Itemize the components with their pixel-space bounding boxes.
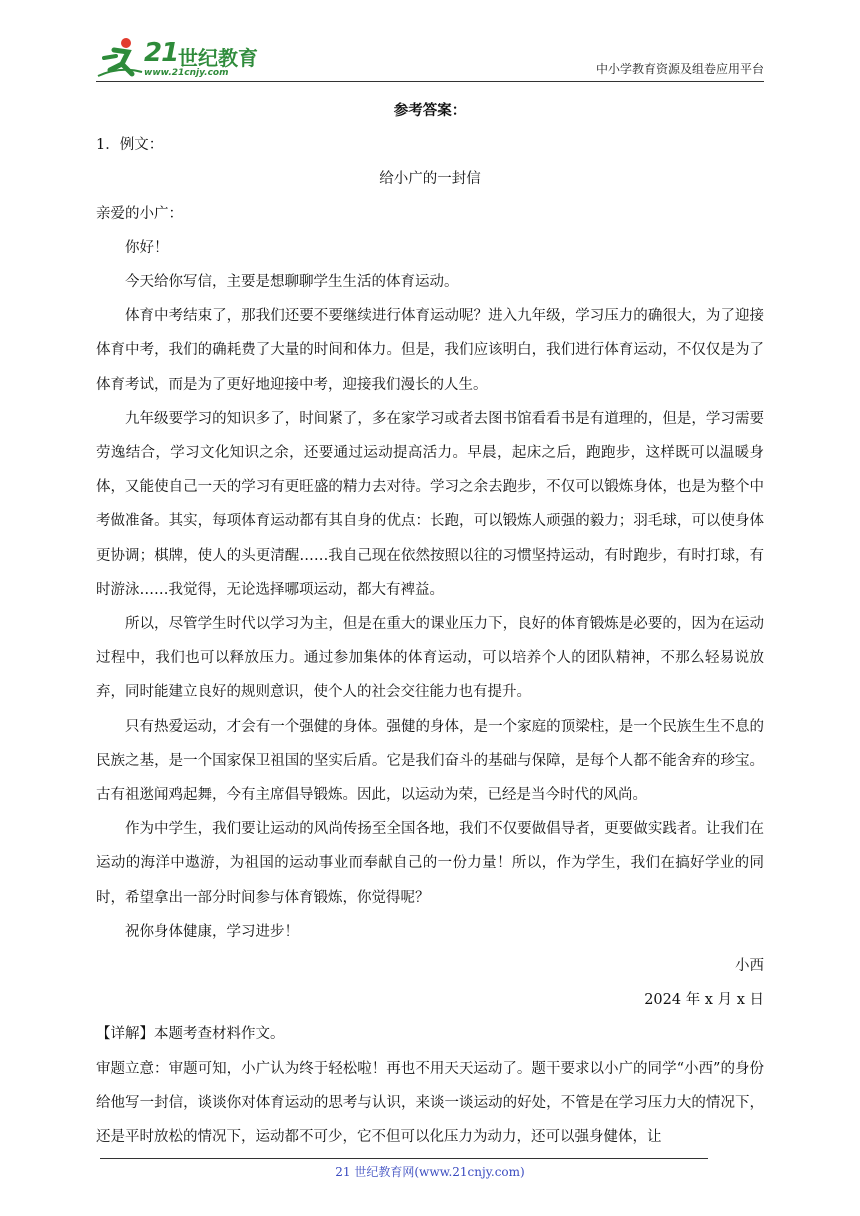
document-body — [96, 94, 764, 1154]
runner-logo-icon — [96, 36, 144, 80]
letter-paragraph: 九年级要学习的知识多了，时间紧了，多在家学习或者去图书馆看看书是有道理的，但是，学习需要劳逸结合，学习文化知识之余，还要通过运动提高活力。早晨，起床之后，跑跑步，这样既可以温暖身体，又能使自己一天的学习有更旺盛的精力去对待。学习之余去跑步，不仅可以锻炼身体，也是为整个中考做准备。其实，每项体育运动都有其自身的优点：长跑，可以锻炼人顽强的毅力；羽毛球，可以使身体更协调；棋牌，使人的头更清醒……我自己现在依然按照以往的习惯坚持运动，有时跑步，有时打球，有时游泳……我觉得，无论选择哪项运动，都大有裨益。 — [96, 410, 764, 598]
logo-mark: 21 — [144, 38, 179, 68]
footer-link[interactable]: 21 世纪教育网(www.21cnjy.com) — [335, 1165, 525, 1179]
letter-signature: 小西 — [735, 958, 764, 975]
site-logo[interactable] — [96, 36, 266, 80]
header-divider — [96, 81, 764, 82]
letter-paragraph: 今天给你写信，主要是想聊聊学生生活的体育运动。 — [125, 274, 459, 291]
page-header — [96, 36, 764, 84]
letter-date: 2024 年 x 月 x 日 — [644, 992, 764, 1009]
platform-name: 中小学教育资源及组卷应用平台 — [595, 62, 764, 76]
item-label: 1．例文： — [96, 137, 164, 154]
letter-paragraph: 体育中考结束了，那我们还要不要继续进行体育运动呢？进入九年级，学习压力的确很大，为了迎接体育中考，我们的确耗费了大量的时间和体力。但是，我们应该明白，我们进行体育运动，不仅仅是为了体育考试，而是为了更好地迎接中考，迎接我们漫长的人生。 — [96, 308, 764, 393]
letter-greeting: 你好！ — [125, 239, 169, 256]
logo-name: 世纪教育 — [178, 46, 258, 70]
letter-paragraph: 所以，尽管学生时代以学习为主，但是在重大的课业压力下，良好的体育锻炼是必要的，因为在运动过程中，我们也可以释放压力。通过参加集体的体育运动，可以培养个人的团队精神，不那么轻易说放弃，同时能建立良好的规则意识，使个人的社会交往能力也有提升。 — [96, 616, 764, 701]
letter-title: 给小广的一封信 — [379, 171, 481, 188]
letter-closing: 祝你身体健康，学习进步！ — [125, 923, 299, 940]
footer-divider — [100, 1158, 708, 1159]
letter-paragraph: 作为中学生，我们要让运动的风尚传扬至全国各地，我们不仅要做倡导者，更要做实践者。让我们在运动的海洋中遨游，为祖国的运动事业而奉献自己的一份力量！所以，作为学生，我们在搞好学业的同时，希望拿出一部分时间参与体育锻炼，你觉得呢？ — [96, 821, 764, 906]
letter-paragraph: 只有热爱运动，才会有一个强健的身体。强健的身体，是一个家庭的顶梁柱，是一个民族生生不息的民族之基，是一个国家保卫祖国的坚实后盾。它是我们奋斗的基础与保障，是每个人都不能舍弃的珍宝。古有祖逖闻鸡起舞，今有主席倡导锻炼。因此，以运动为荣，已经是当今时代的风尚。 — [96, 718, 764, 804]
logo-url: www.21cnjy.com — [144, 68, 229, 78]
analysis-text: 审题立意：审题可知，小广认为终于轻松啦！再也不用天天运动了。题干要求以小广的同学“小西”的身份给他写一封信，谈谈你对体育运动的思考与认识，来谈一谈运动的好处，不管是在学习压力大的情况下，还是平时放松的情况下，运动都不可少，它不但可以化压力为动力，还可以强身健体，让 — [96, 1060, 764, 1146]
answer-title: 参考答案： — [393, 102, 467, 119]
detail-heading: 【详解】本题考查材料作文。 — [96, 1026, 285, 1043]
letter-salutation: 亲爱的小广： — [96, 205, 183, 222]
